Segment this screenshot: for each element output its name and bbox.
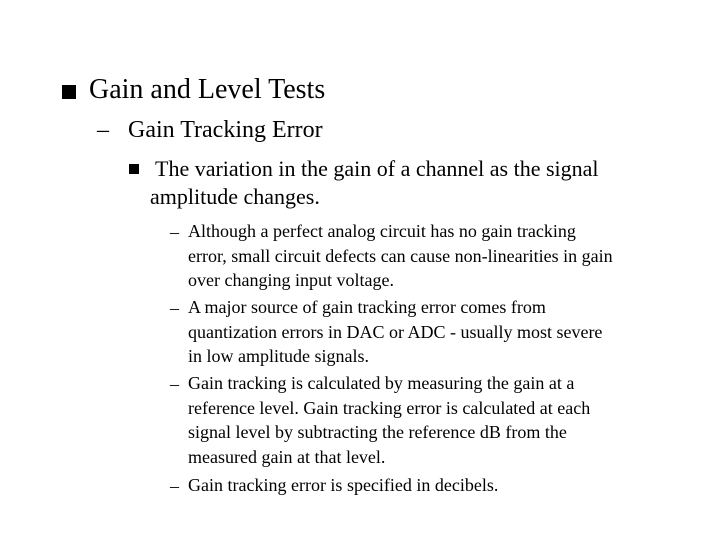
definition-line-2: amplitude changes. (150, 184, 320, 209)
square-bullet-icon (129, 164, 139, 174)
detail-item-2-line-3: in low amplitude signals. (188, 346, 369, 366)
detail-item-2-line-1: A major source of gain tracking error comes from (188, 297, 546, 317)
detail-item-3-line-2: reference level. Gain tracking error is calculated at each (188, 397, 591, 418)
detail-item-1-line-3: over changing input voltage. (188, 270, 394, 290)
detail-item-4-line-1: Gain tracking error is specified in decibels. (188, 475, 499, 495)
heading-gain-and-level-tests: Gain and Level Tests (89, 74, 326, 105)
detail-item-2-line-2: quantization errors in DAC or ADC - usually most severe (188, 321, 603, 342)
dash-bullet-icon: – (170, 374, 179, 394)
square-bullet-icon (62, 85, 76, 99)
detail-item-1-line-1: Although a perfect analog circuit has no gain tracking (188, 221, 576, 241)
detail-item-1-line-2: error, small circuit defects can cause non-linearities in gain (188, 245, 613, 266)
detail-item-3-line-3: signal level by subtracting the reference dB from the (188, 422, 567, 442)
detail-item-3-line-4: measured gain at that level. (188, 446, 386, 467)
dash-bullet-icon: – (97, 117, 109, 143)
definition-line-1: The variation in the gain of a channel as the signal (155, 156, 599, 181)
detail-item-3-line-1: Gain tracking is calculated by measuring the gain at a (188, 373, 575, 393)
subheading-gain-tracking-error: Gain Tracking Error (128, 117, 323, 143)
dash-bullet-icon: – (170, 476, 179, 496)
dash-bullet-icon: – (170, 298, 179, 318)
dash-bullet-icon: – (170, 222, 179, 242)
